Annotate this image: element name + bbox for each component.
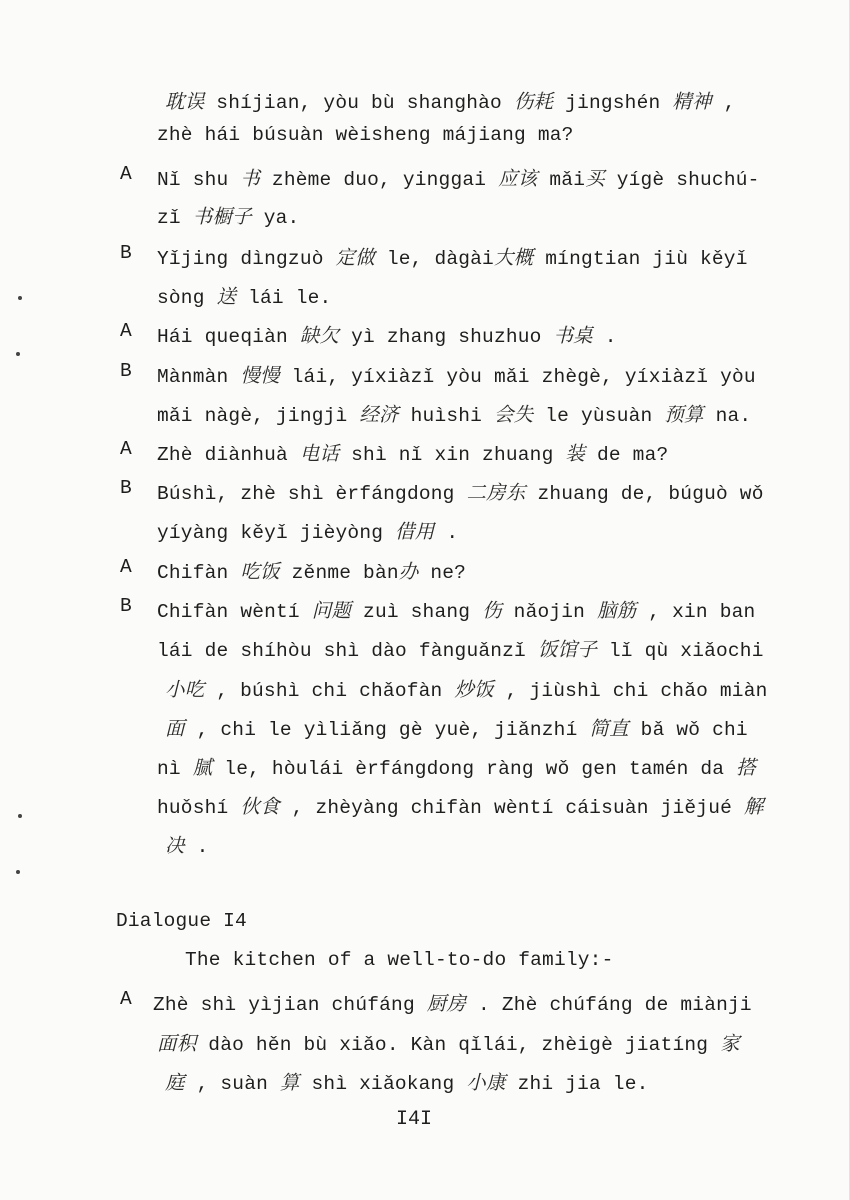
page-number: I4I [396,1108,433,1131]
margin-dot [18,814,22,818]
chinese-characters: 耽误 [165,90,205,113]
chinese-characters: 定做 [335,246,375,269]
romanized-text: . [434,522,459,544]
chinese-characters: 借用 [395,520,435,543]
romanized-text: lǐ qù xiǎochi [596,640,764,662]
romanized-text: zhème duo, yinggai [260,169,499,191]
romanized-text: ne? [418,562,467,584]
text-line [157,124,574,146]
chinese-characters: 搭 [736,756,756,779]
chinese-characters: 庭 [165,1071,185,1094]
romanized-text: shì nǐ xin zhuang [339,444,566,466]
romanized-text: lái le. [236,287,332,309]
chinese-characters: 精神 [672,90,712,113]
text-line [165,86,736,114]
text-line [157,242,748,270]
romanized-text: Zhè shì yìjian chúfáng [153,994,427,1016]
text-line [165,1067,649,1095]
romanized-text: huìshi [398,405,494,427]
romanized-text: Chifàn [157,562,241,584]
romanized-text: , zhèyàng chifàn wèntí cáisuàn jiějué [279,797,744,819]
romanized-text: zhi jia le. [505,1073,649,1095]
speaker-label: A [120,988,132,1010]
romanized-text: . Zhè chúfáng de miànji [466,994,752,1016]
romanized-text: na. [703,405,752,427]
chinese-characters: 买 [585,167,605,190]
romanized-text: yígè shuchú- [604,169,760,191]
romanized-text: , jiùshì chi chǎo miàn [493,680,768,702]
romanized-text: nì [157,758,193,780]
chinese-characters: 解 [743,795,764,818]
romanized-text: , xin ban [636,601,756,623]
romanized-text: , [711,92,736,114]
margin-dot [16,352,20,356]
chinese-characters: 小康 [466,1071,506,1094]
chinese-characters: 应该 [498,167,538,190]
speaker-label: A [120,163,132,185]
chinese-characters: 问题 [311,599,352,622]
dialogue-subtitle [185,949,613,971]
romanized-text: de ma? [585,444,669,466]
chinese-characters: 面 [165,717,185,740]
text-line [153,988,752,1016]
chinese-characters: 算 [279,1071,300,1094]
romanized-text: Búshì, zhè shì èrfángdong [157,483,467,505]
chinese-characters: 大概 [493,246,534,269]
chinese-characters: 面积 [157,1032,197,1055]
speaker-label: B [120,477,132,499]
romanized-text: . [592,326,617,348]
chinese-characters: 简直 [589,717,629,740]
speaker-label: A [120,556,132,578]
chinese-characters: 家 [720,1032,740,1055]
chinese-characters: 决 [165,834,185,857]
romanized-text: shì xiǎokang [299,1073,467,1095]
romanized-text: zhè hái búsuàn wèisheng májiang ma? [157,124,574,146]
romanized-text: Dialogue I4 [116,910,247,932]
chinese-characters: 脑筋 [596,599,637,622]
chinese-characters: 经济 [359,403,399,426]
text-line [165,713,748,741]
chinese-characters: 电话 [299,442,340,465]
text-line [157,1028,740,1056]
chinese-characters: 会失 [493,403,534,426]
chinese-characters: 饭馆子 [537,638,597,661]
chinese-characters: 伙食 [240,795,280,818]
romanized-text: Chifàn wèntí [157,601,312,623]
text-line [157,163,760,191]
romanized-text: yì zhang shuzhuo [339,326,554,348]
chinese-characters: 厨房 [426,992,467,1015]
romanized-text: zěnme bàn [279,562,399,584]
text-line [157,516,458,544]
chinese-characters: 伤 [482,599,502,622]
chinese-characters: 二房东 [466,481,526,504]
romanized-text: bǎ wǒ chi [628,719,748,741]
romanized-text: dào hěn bù xiǎo. Kàn qǐlái, zhèigè jiatíng [196,1034,721,1056]
romanized-text: , suàn [184,1073,280,1095]
romanized-text: . [184,836,209,858]
speaker-label: B [120,360,132,382]
speaker-label: B [120,595,132,617]
romanized-text: Nǐ shu [157,169,241,191]
romanized-text: mǎi [537,169,586,191]
romanized-text: shíjian, yòu bù shanghào [204,92,514,114]
chinese-characters: 慢慢 [240,364,280,387]
text-line [157,752,756,780]
text-line [157,595,755,623]
chinese-characters: 吃饭 [240,560,280,583]
text-line [157,556,466,584]
romanized-text: le, hòulái èrfángdong ràng wǒ gen tamén da [212,758,737,780]
margin-dot [18,296,22,300]
margin-dot [16,870,20,874]
romanized-text: zǐ [157,207,193,229]
chinese-characters: 送 [216,285,237,308]
romanized-text: nǎojin [501,601,597,623]
text-line [157,281,331,309]
chinese-characters: 书桌 [553,324,593,347]
chinese-characters: 缺欠 [299,324,340,347]
chinese-characters: 腻 [192,756,213,779]
romanized-text: Zhè diànhuà [157,444,300,466]
romanized-text: le yùsuàn [533,405,665,427]
romanized-text: huǒshí [157,797,241,819]
chinese-characters: 办 [398,560,419,583]
text-line [157,634,764,662]
romanized-text: míngtian jiù kěyǐ [533,248,748,270]
speaker-label: B [120,242,132,264]
romanized-text: mǎi nàgè, jingjì [157,405,360,427]
speaker-label: A [120,438,132,460]
chinese-characters: 伤耗 [513,90,554,113]
text-line [157,360,756,388]
romanized-text: lái, yíxiàzǐ yòu mǎi zhègè, yíxiàzǐ yòu [279,366,756,388]
romanized-text: zuì shang [351,601,483,623]
text-line [165,830,209,858]
romanized-text: ya. [251,207,300,229]
romanized-text: sòng [157,287,217,309]
chinese-characters: 预算 [664,403,704,426]
chinese-characters: 小吃 [165,678,205,701]
chinese-characters: 书 [240,167,261,190]
text-line [157,438,668,466]
romanized-text: jingshén [553,92,673,114]
romanized-text: Hái queqiàn [157,326,300,348]
text-line [157,399,751,427]
text-line [157,477,764,505]
text-line [157,320,617,348]
romanized-text: zhuang de, búguò wǒ [525,483,764,505]
romanized-text: le, dàgài [374,248,494,270]
chinese-characters: 装 [565,442,586,465]
chinese-characters: 炒饭 [454,678,494,701]
text-line [157,791,764,819]
speaker-label: A [120,320,132,342]
romanized-text: Mànmàn [157,366,241,388]
text-line [165,674,768,702]
romanized-text: yíyàng kěyǐ jièyòng [157,522,396,544]
dialogue-heading [116,910,247,932]
romanized-text: lái de shíhòu shì dào fànguǎnzǐ [157,640,538,662]
chinese-characters: 书橱子 [192,205,252,228]
romanized-text: The kitchen of a well-to-do family:- [185,949,614,971]
text-line [157,201,299,229]
romanized-text: Yǐjing dìngzuò [157,248,336,270]
romanized-text: , búshì chi chǎofàn [204,680,455,702]
romanized-text: , chi le yìliǎng gè yuè, jiǎnzhí [184,719,590,741]
